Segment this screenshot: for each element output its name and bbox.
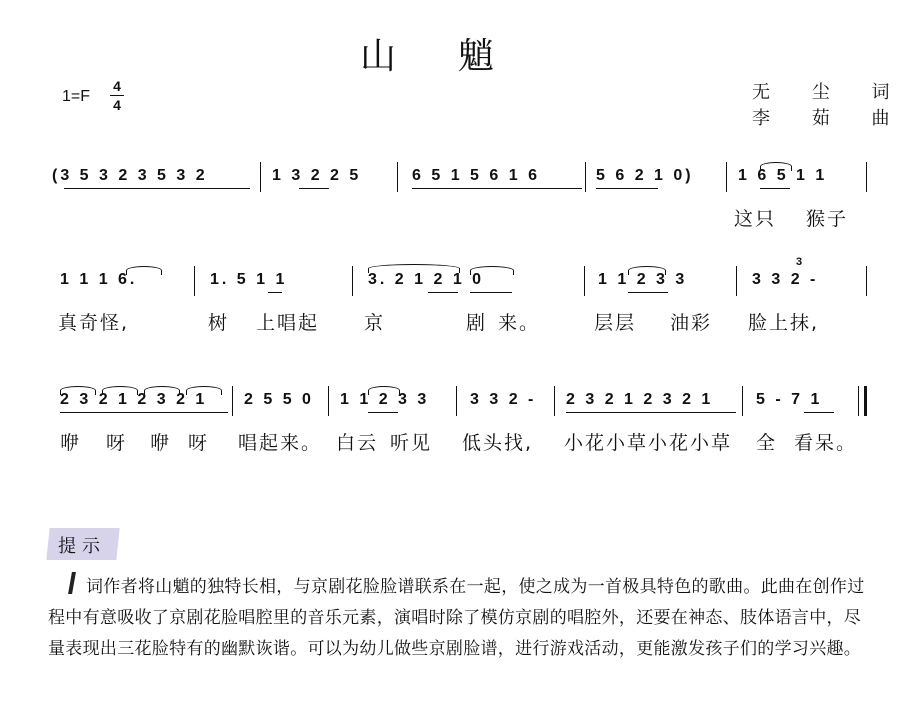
measure: 2 3 2 1 2 3 2 1 [60, 391, 208, 408]
time-signature-top: 4 [113, 78, 121, 94]
key-signature: 1=F [62, 88, 91, 105]
lyric: 剧 [466, 312, 488, 334]
barline [866, 266, 867, 296]
measure: 1 3 2 2 5 [272, 167, 362, 184]
tip-text: 词作者将山魈的独特长相，与京剧花脸脸谱联系在一起，使之成为一首极具特色的歌曲。此曲在创作过程中有意吸收了京剧花脸唱腔里的音乐元素，演唱时除了模仿京剧的唱腔外，还要在神态、肢体语言中，尽量表现出三花脸特有的幽默诙谐。可以为幼儿做些京剧脸谱，进行游戏活动，更能激发孩子们的学习兴趣。 [48, 577, 865, 659]
beam [299, 188, 329, 189]
beam [470, 292, 512, 293]
beam [628, 292, 668, 293]
lyric: 脸上抹, [748, 312, 820, 334]
barline [328, 386, 329, 416]
time-signature-bottom: 4 [113, 97, 121, 113]
lyric: 层层 [594, 312, 637, 334]
grace-note: 3 [796, 256, 803, 268]
barline [232, 386, 233, 416]
barline [352, 266, 353, 296]
beam [60, 412, 228, 413]
measure: 1. 5 1 1 [210, 271, 288, 288]
lyric: 低头找, [462, 432, 534, 454]
slur [186, 386, 222, 395]
measure: 2 3 2 1 2 3 2 1 [566, 391, 714, 408]
barline [736, 266, 737, 296]
beam [64, 188, 250, 189]
tip-label: 提示 [58, 536, 106, 557]
barline [260, 162, 261, 192]
lyric: 真奇怪, [58, 312, 130, 334]
beam [428, 292, 458, 293]
lyric: 呀 [188, 432, 210, 454]
barline [456, 386, 457, 416]
time-signature [110, 78, 124, 113]
barline [397, 162, 398, 192]
measure: 2 5 5 0 [244, 391, 314, 408]
measure: 3 3 2 - [470, 391, 537, 408]
beam [596, 188, 658, 189]
barline [585, 162, 586, 192]
measure: 6 5 1 5 6 1 6 [412, 167, 540, 184]
measure: 3 3 2 - [752, 271, 819, 288]
beam [804, 412, 834, 413]
measure: (3 5 3 2 3 5 3 2 [52, 167, 208, 184]
lyric: 全 [756, 432, 778, 454]
song-title: 山魈 [360, 36, 557, 77]
slur [470, 266, 514, 275]
barline [866, 162, 867, 192]
barline [742, 386, 743, 416]
measure: 1 1 2 3 3 [598, 271, 688, 288]
lyric: 京 [364, 312, 386, 334]
lyric: 看呆。 [794, 432, 858, 454]
lyric: 咿 [150, 432, 172, 454]
lyric: 咿 [60, 432, 82, 454]
slur [628, 266, 666, 275]
measure: 1 6 5 1 1 [738, 167, 828, 184]
barline [194, 266, 195, 296]
slur [126, 266, 162, 275]
barline [554, 386, 555, 416]
slur [760, 162, 792, 171]
beam [368, 412, 398, 413]
lyric: 白云 [336, 432, 379, 454]
slur [144, 386, 180, 395]
final-barline [864, 386, 867, 416]
beam [412, 188, 582, 189]
measure: 5 6 2 1 0) [596, 167, 694, 184]
slur [60, 386, 96, 395]
time-signature-divider [110, 95, 124, 96]
lyricist-credit: 无 尘 词 [752, 82, 908, 103]
beam [760, 188, 790, 189]
lyric: 树 [208, 312, 230, 334]
composer-credit: 李 茹 曲 [752, 108, 908, 129]
measure: 1 1 1 6. [60, 271, 138, 288]
barline [858, 386, 859, 416]
slur [368, 386, 400, 395]
lyric: 呀 [106, 432, 128, 454]
barline [584, 266, 585, 296]
lyric: 唱起来。 [238, 432, 323, 454]
beam [566, 412, 736, 413]
measure: 5 - 7 1 [756, 391, 823, 408]
score-line-1 [52, 158, 872, 198]
barline [726, 162, 727, 192]
measure: 3. 2 1 2 1 0 [368, 271, 485, 288]
slur [102, 386, 138, 395]
lyric: 猴子 [806, 208, 849, 230]
measure: 1 1 2 3 3 [340, 391, 430, 408]
lyric: 上唱起 [256, 312, 320, 334]
score-line-2 [52, 262, 872, 302]
score-line-3 [52, 382, 872, 422]
beam [268, 292, 282, 293]
lyric: 听见 [390, 432, 433, 454]
lyric: 来。 [498, 312, 541, 334]
slur [368, 264, 460, 273]
lyric: 小花小草小花小草 [564, 432, 733, 454]
lyric: 油彩 [670, 312, 713, 334]
lyric: 这只 [734, 208, 777, 230]
